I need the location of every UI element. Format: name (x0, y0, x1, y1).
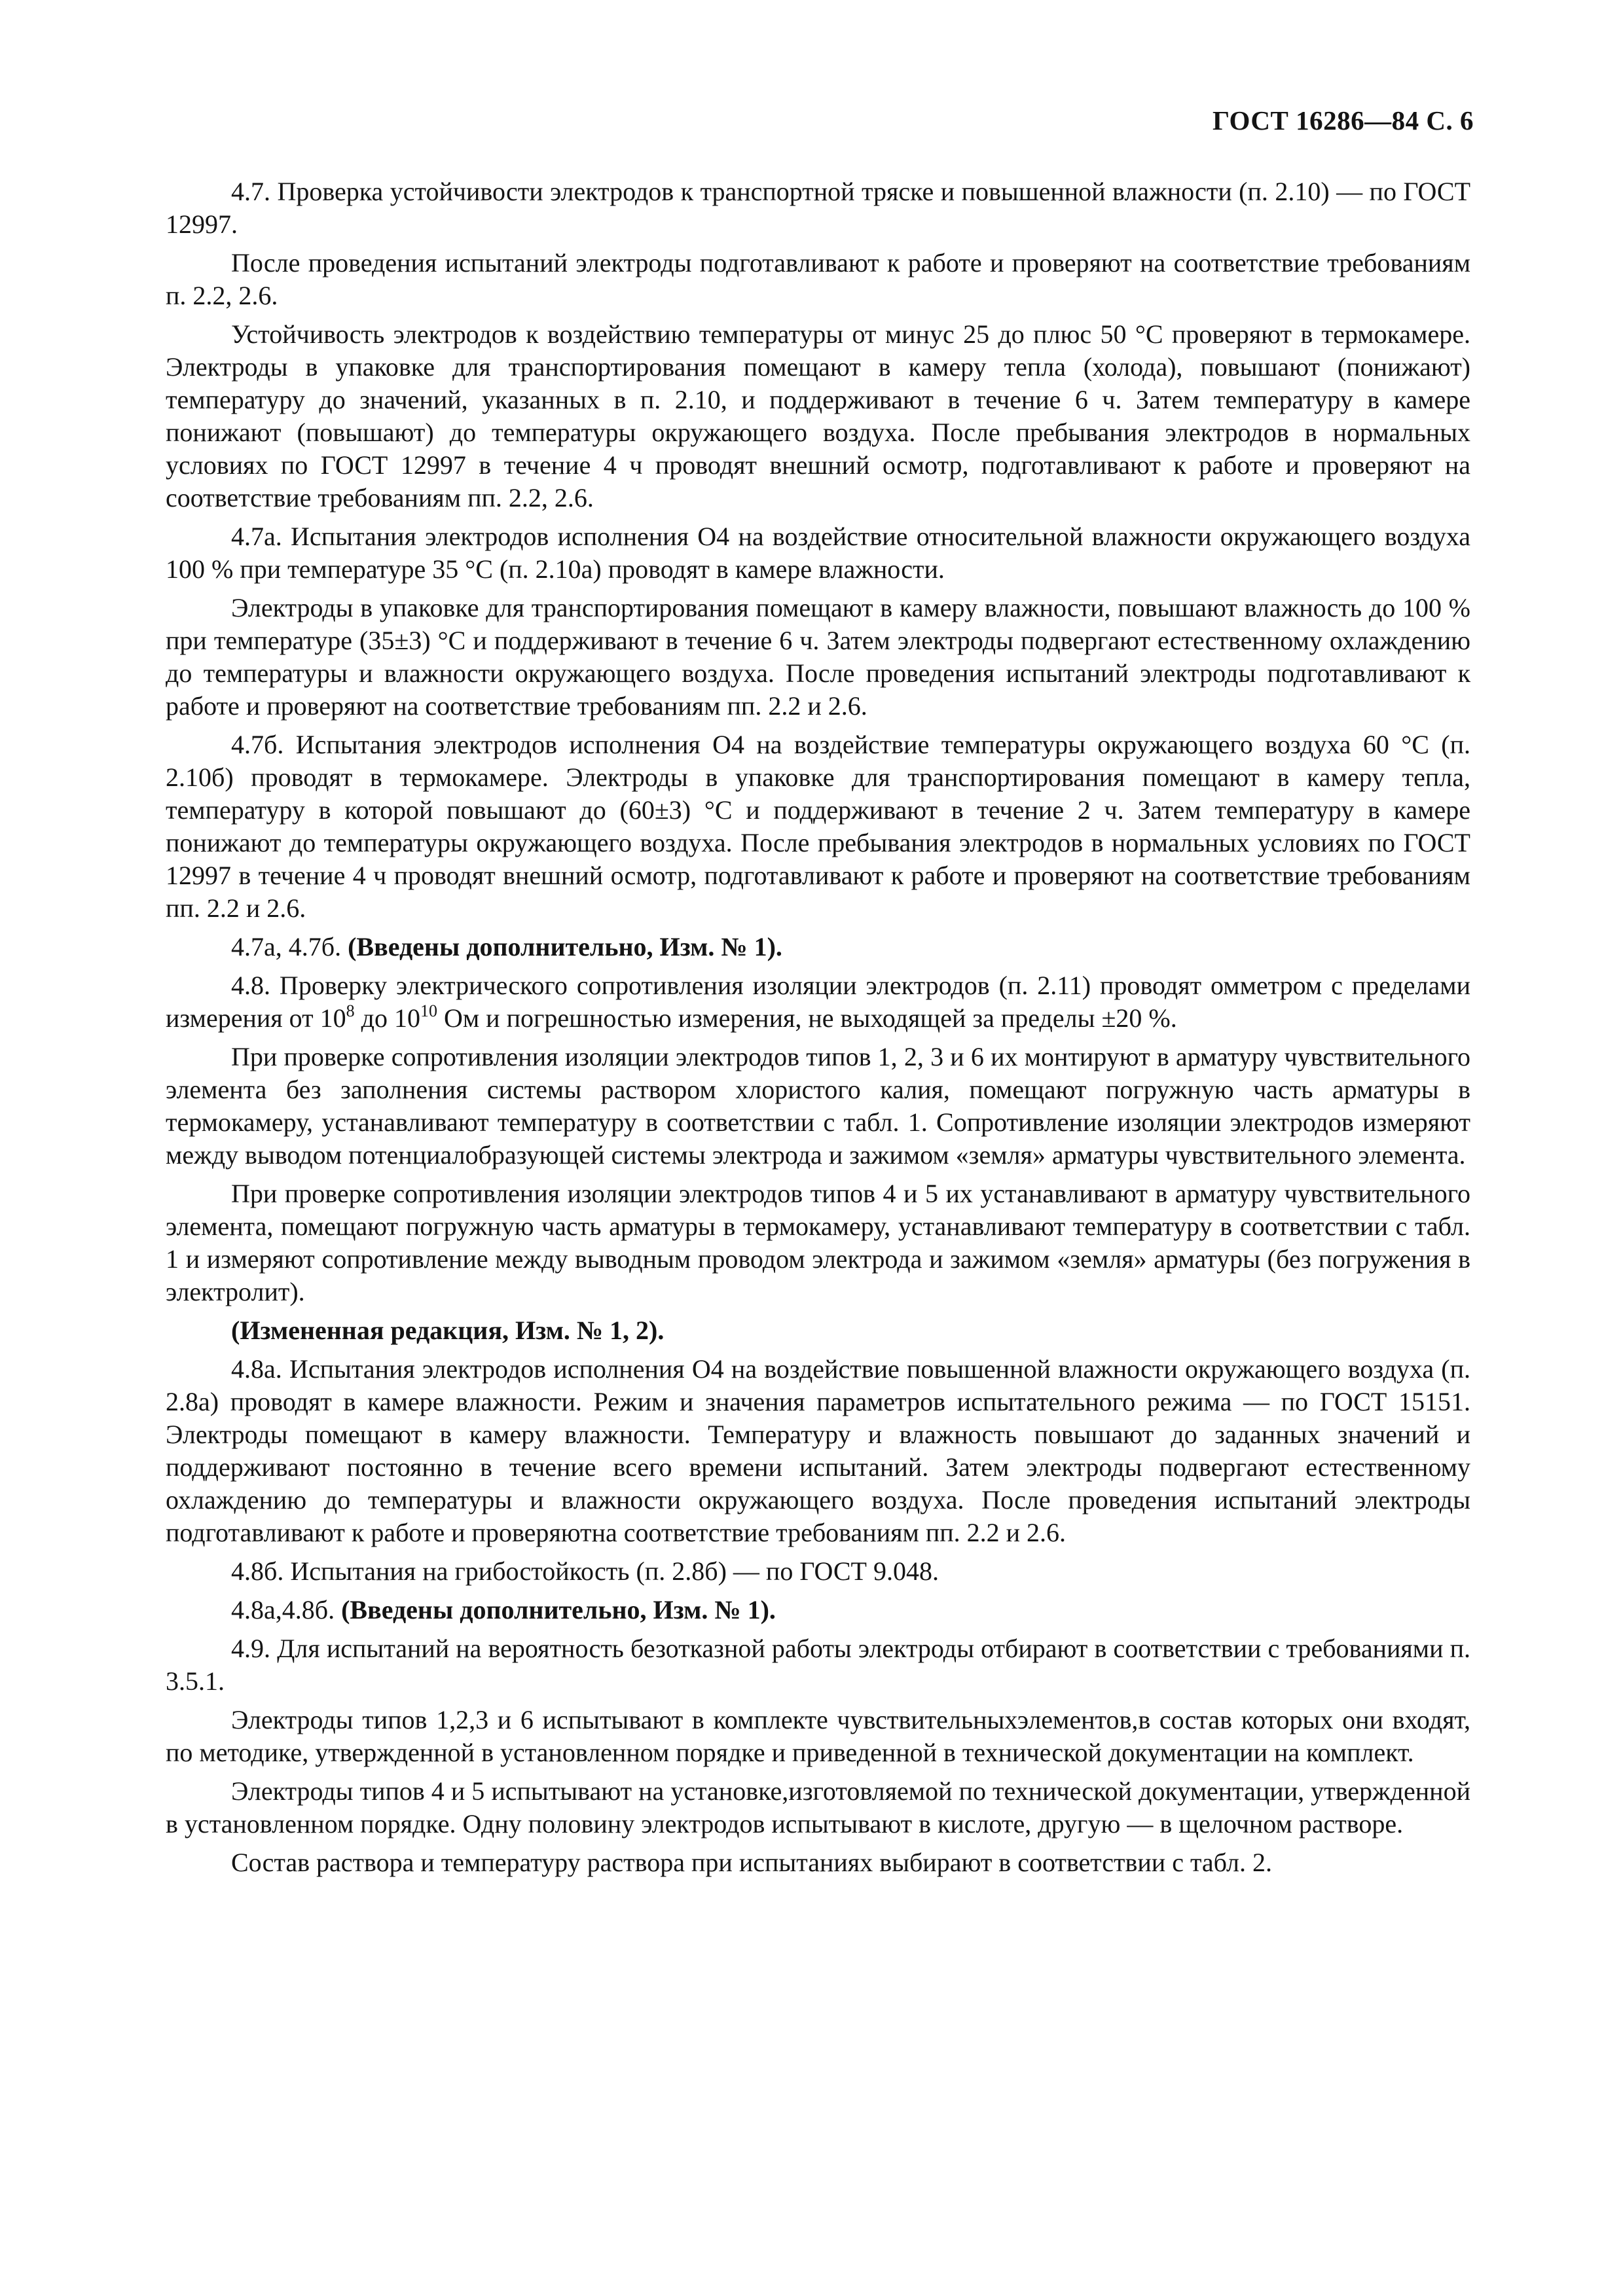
exponent-8: 8 (346, 1001, 355, 1020)
paragraph-4-8 (166, 969, 1470, 1035)
paragraph-4-9-types-4-5: Электроды типов 4 и 5 испытывают на установке,изготовляемой по технической документации, утвержденной в установленном порядке. Одну половину электродов испытывают в кислоте, другую — в щелочном растворе. (166, 1776, 1470, 1839)
amendment-note-4-8a-4-8b (166, 1594, 1470, 1626)
amendment-note-4-8 (166, 1314, 1470, 1347)
paragraph-4-7a: 4.7а. Испытания электродов исполнения О4 на воздействие относительной влажности окружающего воздуха 100 % при температуре 35 °С (п. 2.10а) проводят в камере влажности. (166, 522, 1470, 584)
exponent-10: 10 (420, 1001, 437, 1020)
amendment-note-bold: (Измененная редакция, Изм. № 1, 2). (231, 1316, 665, 1345)
paragraph-4-9: 4.9. Для испытаний на вероятность безотказной работы электроды отбирают в соответствии с требованиями п. 3.5.1. (166, 1634, 1470, 1696)
paragraph-4-8-types-4-5: При проверке сопротивления изоляции электродов типов 4 и 5 их устанавливают в арматуру чувствительного элемента, помещают погружную часть арматуры в термокамеру, устанавливают температуру в соответствии с табл. 1 и измеряют сопротивление между выводным проводом электрода и зажимом «земля» арматуры (без погружения в электролит). (166, 1179, 1470, 1306)
document-body (166, 175, 1470, 1885)
amendment-note-lead: 4.7а, 4.7б. (231, 932, 348, 961)
paragraph-4-7a-procedure: Электроды в упаковке для транспортирования помещают в камеру влажности, повышают влажность до 100 % при температуре (35±3) °С и поддерживают в течение 6 ч. Затем электроды подвергают естественному охлаждению до температуры и влажности окружающего воздуха. После проведения испытаний электроды подготавливают к работе и проверяют на соответствие требованиям пп. 2.2 и 2.6. (166, 593, 1470, 721)
amendment-note-bold: (Введены дополнительно, Изм. № 1). (341, 1595, 776, 1624)
paragraph-4-7-temperature: Устойчивость электродов к воздействию температуры от минус 25 до плюс 50 °С проверяют в термокамере. Электроды в упаковке для транспортирования помещают в камеру тепла (холода), повышают (понижают) температуру до значений, указанных в п. 2.10, и поддерживают в течение 6 ч. Затем температуру в камере понижают (повышают) до температуры окружающего воздуха. После пребывания электродов в нормальных условиях по ГОСТ 12997 в течение 4 ч проводят внешний осмотр, подготавливают к работе и проверяют на соответствие требованиям пп. 2.2, 2.6. (166, 319, 1470, 512)
paragraph-4-8-part-a: 4.8. Проверку электрического сопротивления изоляции электродов (п. 2.11) проводят омметром с пределами измерения от 10 (166, 971, 1470, 1033)
amendment-note-bold: (Введены дополнительно, Изм. № 1). (348, 932, 782, 961)
paragraph-4-7: 4.7. Проверка устойчивости электродов к транспортной тряске и повышенной влажности (п. 2.10) — по ГОСТ 12997. (166, 177, 1470, 239)
paragraph-4-8-part-c: Ом и погрешностью измерения, не выходящей за пределы ±20 %. (437, 1003, 1177, 1033)
amendment-note-lead: 4.8а,4.8б. (231, 1595, 342, 1624)
paragraph-4-8b: 4.8б. Испытания на грибостойкость (п. 2.8б) — по ГОСТ 9.048. (231, 1556, 939, 1586)
paragraph-4-7-after-tests: После проведения испытаний электроды подготавливают к работе и проверяют на соответствие требованиям п. 2.2, 2.6. (166, 248, 1470, 310)
paragraph-4-9-solution: Состав раствора и температуру раствора при испытаниях выбирают в соответствии с табл. 2. (231, 1848, 1272, 1877)
running-header: ГОСТ 16286—84 С. 6 (1212, 105, 1474, 135)
amendment-note-4-7 (166, 931, 1470, 963)
paragraph-4-8a: 4.8а. Испытания электродов исполнения О4 на воздействие повышенной влажности окружающего воздуха (п. 2.8а) проводят в камере влажности. Режим и значения параметров испытательного режима — по ГОСТ 15151. Электроды помещают в камеру влажности. Температуру и влажность повышают до заданных значений и поддерживают постоянно в течение всего времени испытаний. Затем электроды подвергают естественному охлаждению до температуры и влажности окружающего воздуха. После проведения испытаний электроды подготавливают к работе и проверяютна соответствие требованиям пп. 2.2 и 2.6. (166, 1354, 1470, 1547)
paragraph-4-9-types-1-2-3-6: Электроды типов 1,2,3 и 6 испытывают в комплекте чувствительныхэлементов,в состав которых они входят, по методике, утвержденной в установленном порядке и приведенной в технической документации на комплект. (166, 1705, 1470, 1767)
paragraph-4-8-part-b: до 10 (354, 1003, 420, 1033)
paragraph-4-8-types-1-2-3-6: При проверке сопротивления изоляции электродов типов 1, 2, 3 и 6 их монтируют в арматуру чувствительного элемента без заполнения системы раствором хлористого калия, помещают погружную часть арматуры в термокамеру, устанавливают температуру в соответствии с табл. 1. Сопротивление изоляции электродов измеряют между выводом потенциалобразующей системы электрода и зажимом «земля» арматуры чувствительного элемента. (166, 1042, 1470, 1170)
paragraph-4-7b: 4.7б. Испытания электродов исполнения О4 на воздействие температуры окружающего воздуха 60 °С (п. 2.10б) проводят в термокамере. Электроды в упаковке для транспортирования помещают в камеру тепла, температуру в которой повышают до (60±3) °С и поддерживают в течение 2 ч. Затем температуру в камере понижают до температуры окружающего воздуха. После пребывания электродов в нормальных условиях по ГОСТ 12997 в течение 4 ч проводят внешний осмотр, подготавливают к работе и проверяют на соответствие требованиям пп. 2.2 и 2.6. (166, 730, 1470, 923)
